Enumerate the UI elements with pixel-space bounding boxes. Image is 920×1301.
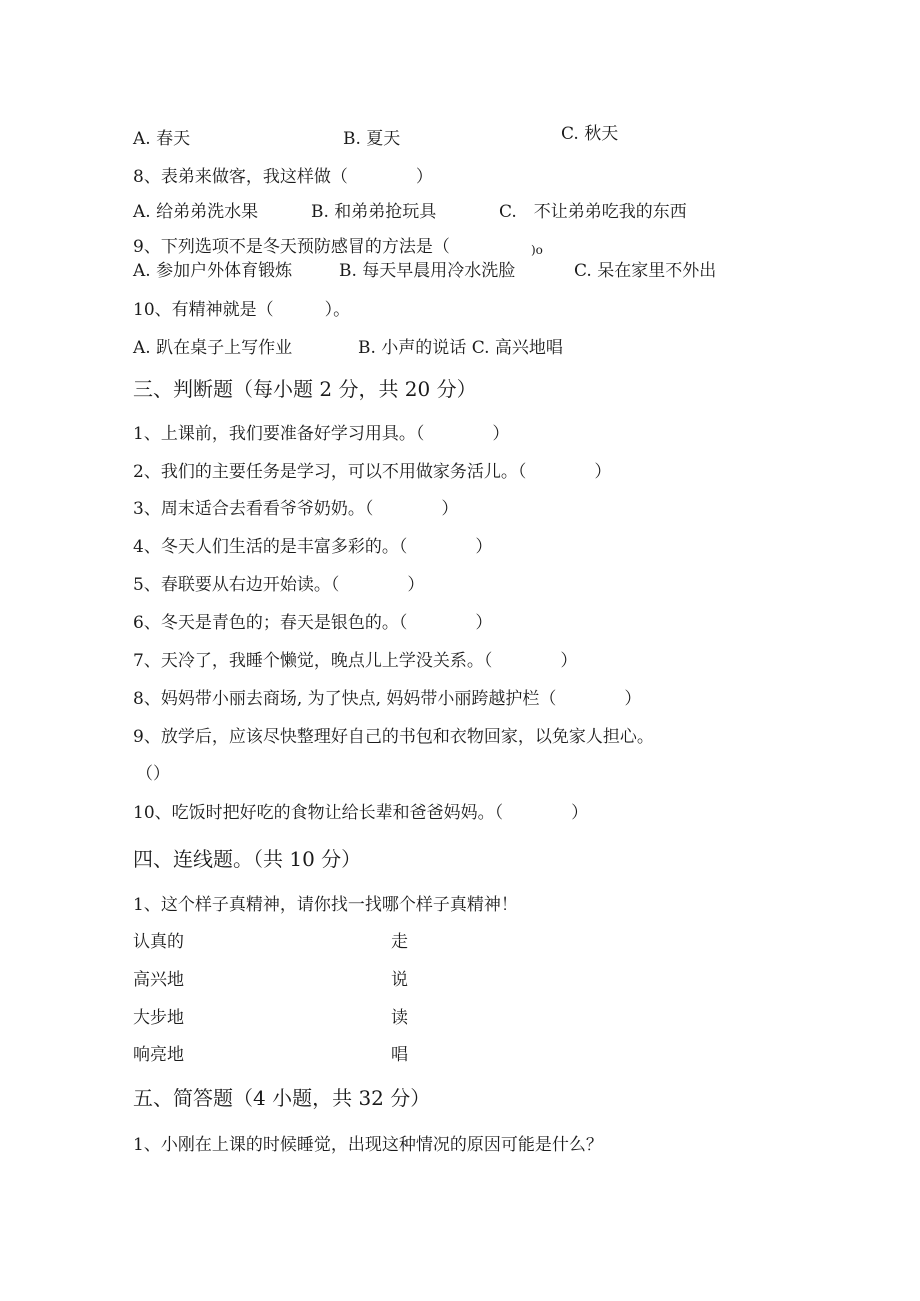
judge-item-6: 6、冬天是青色的；春天是银色的。（ ） — [133, 613, 493, 633]
matching-question-1: 1、这个样子真精神，请你找一找哪个样子真精神！ — [133, 895, 518, 915]
section4-title: 四、连线题。（共 10 分） — [133, 847, 362, 871]
section3-title: 三、判断题（每小题 2 分，共 20 分） — [133, 377, 477, 401]
judge-item-9: 9、放学后，应该尽快整理好自己的书包和衣物回家，以免家人担心。 — [133, 727, 654, 747]
judge-item-10: 10、吃饭时把好吃的食物让给长辈和爸爸妈妈。（ ） — [133, 803, 589, 823]
q9-option-b: B. 每天早晨用冷水洗脸 — [339, 261, 516, 281]
q7-option-a: A. 春天 — [133, 129, 191, 149]
q9-option-a: A. 参加户外体育锻炼 — [133, 261, 293, 281]
judge-item-8: 8、妈妈带小丽去商场, 为了快点, 妈妈带小丽跨越护栏（ ） — [133, 689, 642, 709]
q10-option-a: A. 趴在桌子上写作业 — [133, 338, 293, 358]
match-left-2: 高兴地 — [133, 970, 184, 990]
q10-option-bc: B. 小声的说话 C. 高兴地唱 — [358, 338, 563, 358]
section5-title: 五、简答题（4 小题，共 32 分） — [133, 1086, 431, 1110]
judge-item-7: 7、天冷了，我睡个懒觉，晚点儿上学没关系。（ ） — [133, 651, 578, 671]
match-right-3: 读 — [391, 1008, 408, 1028]
judge-item-1: 1、上课前，我们要准备好学习用具。（ ） — [133, 424, 510, 444]
match-right-2: 说 — [391, 970, 408, 990]
q8-option-b: B. 和弟弟抢玩具 — [311, 202, 437, 222]
q10-stem: 10、有精神就是（ ）。 — [133, 300, 351, 320]
judge-item-5: 5、春联要从右边开始读。（ ） — [133, 575, 425, 595]
q7-option-b: B. 夏天 — [343, 129, 401, 149]
match-left-3: 大步地 — [133, 1008, 184, 1028]
short-answer-question-1: 1、小刚在上课的时候睡觉，出现这种情况的原因可能是什么？ — [133, 1135, 603, 1155]
q8-option-c: C. 不让弟弟吃我的东西 — [499, 202, 687, 222]
match-left-1: 认真的 — [133, 932, 184, 952]
q8-option-a: A. 给弟弟洗水果 — [133, 202, 259, 222]
match-right-1: 走 — [391, 932, 408, 952]
judge-item-2: 2、我们的主要任务是学习，可以不用做家务活儿。（ ） — [133, 462, 612, 482]
q7-option-c: C. 秋天 — [561, 124, 619, 144]
match-left-4: 响亮地 — [133, 1045, 184, 1065]
q8-stem: 8、表弟来做客，我这样做（ ） — [133, 167, 433, 187]
match-right-4: 唱 — [391, 1045, 408, 1065]
q9-mark: )o — [531, 243, 543, 257]
q9-stem: 9、下列选项不是冬天预防感冒的方法是（ — [133, 237, 450, 257]
judge-item-4: 4、冬天人们生活的是丰富多彩的。（ ） — [133, 537, 493, 557]
judge-item-3: 3、周末适合去看看爷爷奶奶。（ ） — [133, 499, 459, 519]
q9-option-c: C. 呆在家里不外出 — [574, 261, 717, 281]
judge-item-9-brackets: （） — [136, 764, 170, 784]
